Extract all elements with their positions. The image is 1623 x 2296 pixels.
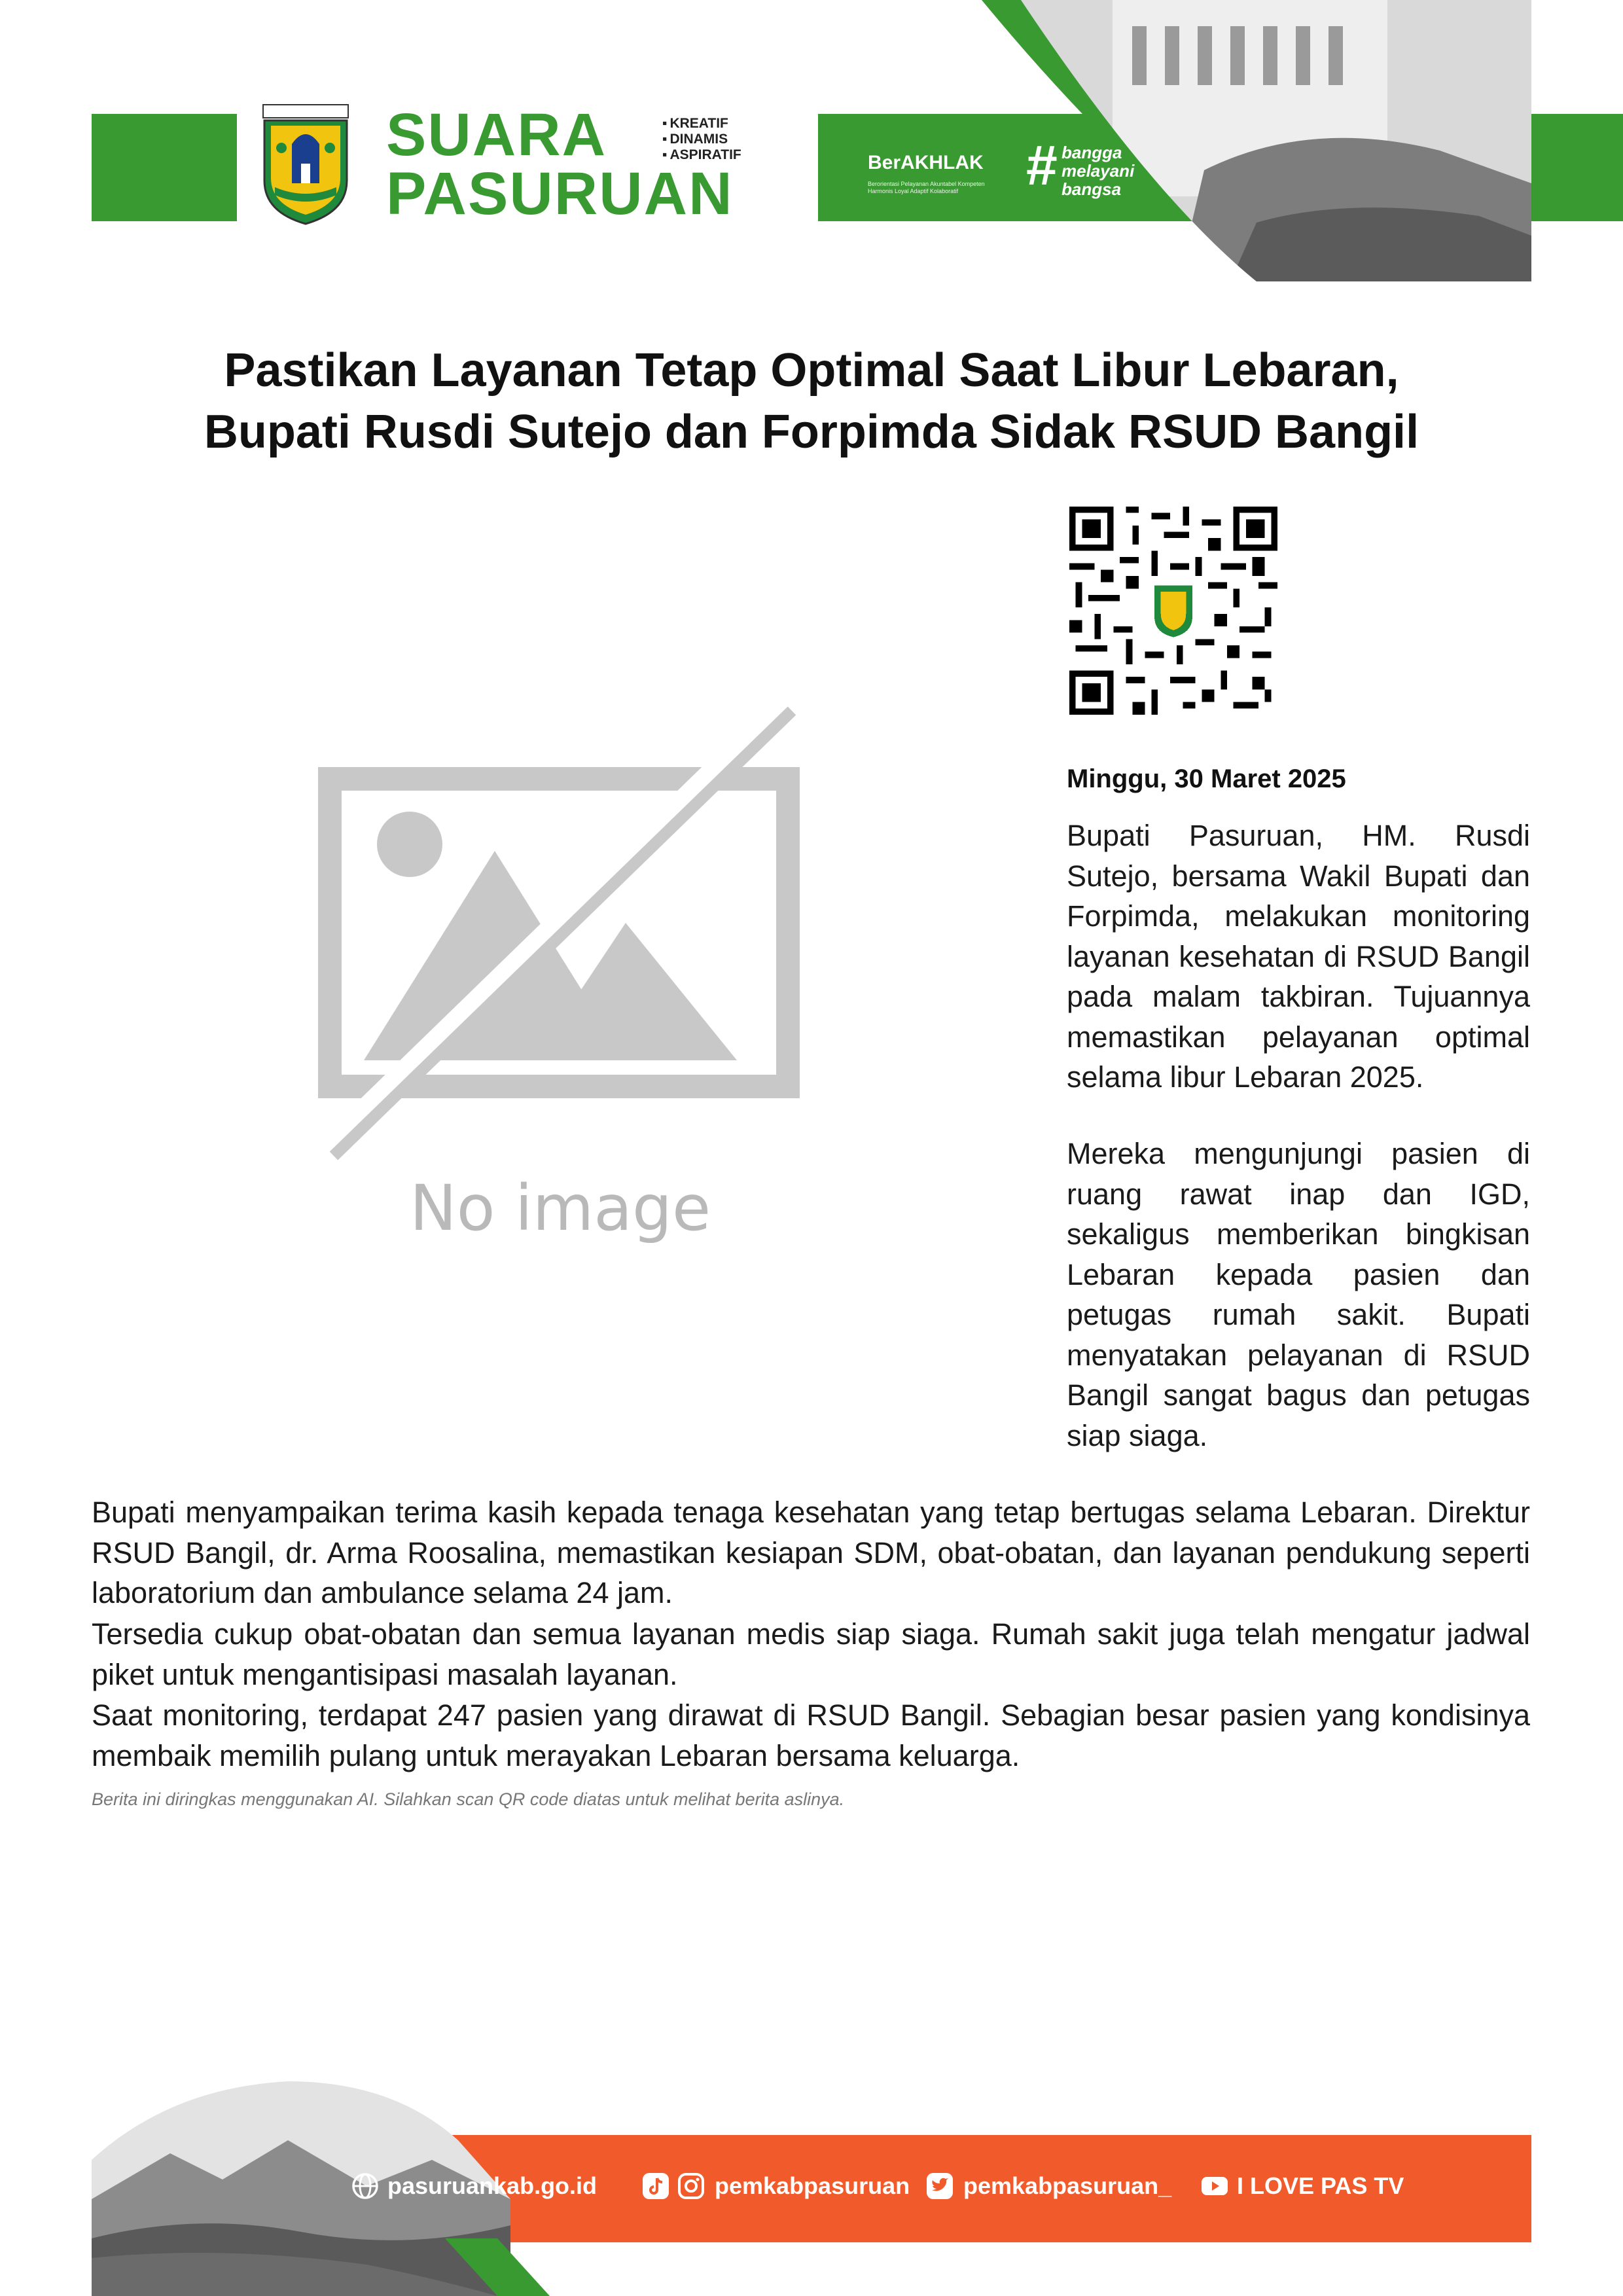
footer-green-wedge — [92, 2238, 641, 2296]
berakhlak-logo: BerAKHLAK — [868, 152, 984, 173]
article-paragraph-1: Bupati Pasuruan, HM. Rusdi Sutejo, bersama Wakil Bupati dan Forpimda, melakukan monitoring layanan kesehatan di RSUD Bangil pada malam takbiran. Tujuannya memastikan pelayanan optimal selama libur Lebaran 2025. — [1067, 819, 1530, 1094]
youtube-icon — [1200, 2172, 1229, 2200]
instagram-icon — [677, 2172, 705, 2200]
pasuruan-crest-logo — [259, 102, 352, 226]
article-date: Minggu, 30 Maret 2025 — [1067, 764, 1346, 793]
footer-youtube-channel[interactable]: I LOVE PAS TV — [1237, 2172, 1404, 2199]
brand-title-suara: SUARA — [386, 101, 607, 168]
article-title-line-1: Pastikan Layanan Tetap Optimal Saat Libur Lebaran, — [224, 344, 1399, 397]
qr-code[interactable] — [1069, 507, 1277, 715]
footer-instagram-tiktok-handle[interactable]: pemkabpasuruan — [715, 2172, 910, 2199]
campaign-word-bangsa: bangsa — [1061, 179, 1122, 199]
article-paragraph-3: Bupati menyampaikan terima kasih kepada tenaga kesehatan yang tetap bertugas selama Lebaran. Direktur RSUD Bangil, dr. Arma Roosalina, memastikan kesiapan SDM, obat-obatan, dan layanan pendukung seperti laboratorium dan ambulance selama 24 jam. — [92, 1496, 1530, 1609]
article-paragraph-2: Mereka mengunjungi pasien di ruang rawat inap dan IGD, sekaligus memberikan bingkisan Lebaran kepada pasien dan petugas rumah sakit. Bupati menyatakan pelayanan di RSUD Bangil sangat bagus dan petugas siap siaga. — [1067, 1137, 1530, 1452]
footer-website-link[interactable]: pasuruankab.go.id — [387, 2172, 597, 2199]
no-image-label: No image — [409, 1172, 711, 1245]
hashtag-icon: # — [1026, 134, 1058, 197]
tiktok-icon — [641, 2172, 670, 2200]
brand-title-pasuruan: PASURUAN — [386, 160, 734, 227]
article-title — [79, 340, 1544, 463]
campaign-word-melayani: melayani — [1061, 161, 1135, 181]
berakhlak-subtitle: Berorientasi Pelayanan Akuntabel Kompeten Harmonis Loyal Adaptif Kolaboratif — [868, 181, 985, 194]
header-building-photo — [982, 0, 1531, 281]
footer-twitter-handle[interactable]: pemkabpasuruan_ — [963, 2172, 1172, 2199]
tagline-kreatif: ▪ KREATIF — [662, 117, 728, 130]
globe-icon — [351, 2172, 380, 2200]
campaign-word-bangga: bangga — [1061, 143, 1122, 162]
header-left-bar — [92, 114, 237, 221]
article-title-line-2: Bupati Rusdi Sutejo dan Forpimda Sidak RSUD Bangil — [204, 405, 1419, 458]
tagline-aspiratif: ▪ ASPIRATIF — [662, 148, 741, 162]
ai-summary-disclaimer: Berita ini diringkas menggunakan AI. Silahkan scan QR code diatas untuk melihat berita aslinya. — [92, 1789, 845, 1809]
tagline-dinamis: ▪ DINAMIS — [662, 132, 728, 146]
twitter-icon — [925, 2172, 954, 2200]
article-paragraph-5: Saat monitoring, terdapat 247 pasien yang dirawat di RSUD Bangil. Sebagian besar pasien yang kondisinya membaik memilih pulang untuk merayakan Lebaran bersama keluarga. — [92, 1698, 1530, 1772]
article-paragraph-4: Tersedia cukup obat-obatan dan semua layanan medis siap siaga. Rumah sakit juga telah mengatur jadwal piket untuk mengantisipasi masalah layanan. — [92, 1617, 1530, 1691]
